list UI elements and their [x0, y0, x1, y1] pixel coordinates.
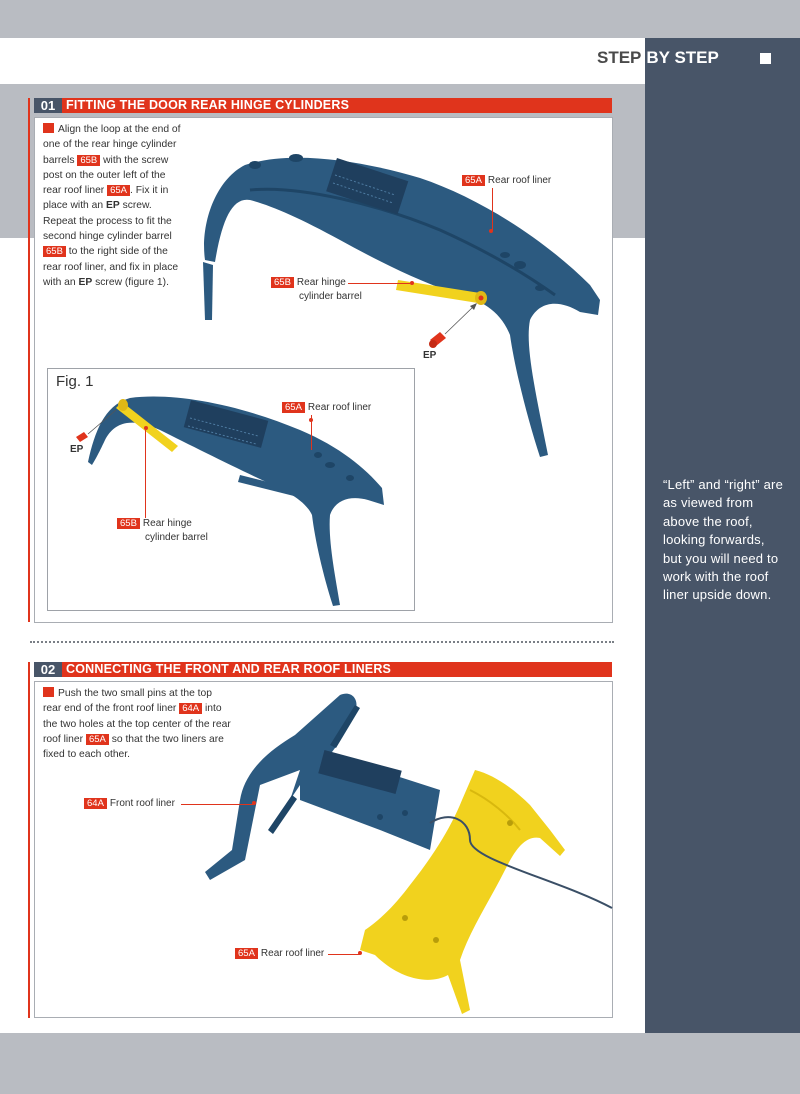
page-title: STEP BY STEP	[597, 48, 719, 67]
step1-number: 01	[34, 98, 62, 113]
leader-line	[181, 804, 253, 805]
step1-instructions: Align the loop at the end of one of the rear hinge cylinder barrels 65B with the screw post on the outer left of the rear roof liner 65A . Fix it in place with an EP screw. Repeat the process to fit the second hinge cylinder barrel 65B to the right side of the rear roof liner, and fix in place with an EP screw (figure 1).	[43, 124, 181, 288]
step2-number: 02	[34, 662, 62, 677]
fig1-label-hinge-barrel: 65B Rear hinge cylinder barrel	[117, 517, 237, 545]
label-hinge-barrel: 65B Rear hinge cylinder barrel	[271, 276, 391, 304]
sidebar-note: “Left” and “right” are as viewed from above the roof, looking forwards, but you will need to work with the roof liner upside down.	[663, 477, 784, 603]
label-rear-roof-liner: 65A Rear roof liner	[462, 174, 551, 188]
fig1-label-rear-roof-liner: 65A Rear roof liner	[282, 401, 371, 415]
fig1-label-ep: EP	[70, 444, 84, 455]
step1-title: FITTING THE DOOR REAR HINGE CYLINDERS	[66, 98, 350, 112]
leader-line	[328, 954, 360, 955]
figure-1-title: Fig. 1	[56, 373, 94, 390]
label-front-roof-liner: 64A Front roof liner	[84, 797, 175, 811]
step2-title: CONNECTING THE FRONT AND REAR ROOF LINERS	[66, 662, 392, 676]
label-ep: EP	[423, 350, 437, 361]
label-rear-roof-liner-2: 65A Rear roof liner	[235, 947, 324, 961]
step2-instructions: Push the two small pins at the top rear end of the front roof liner 64A into the two holes at the top center of the rear roof liner 65A so that the two liners are fixed to each other.	[43, 688, 231, 761]
